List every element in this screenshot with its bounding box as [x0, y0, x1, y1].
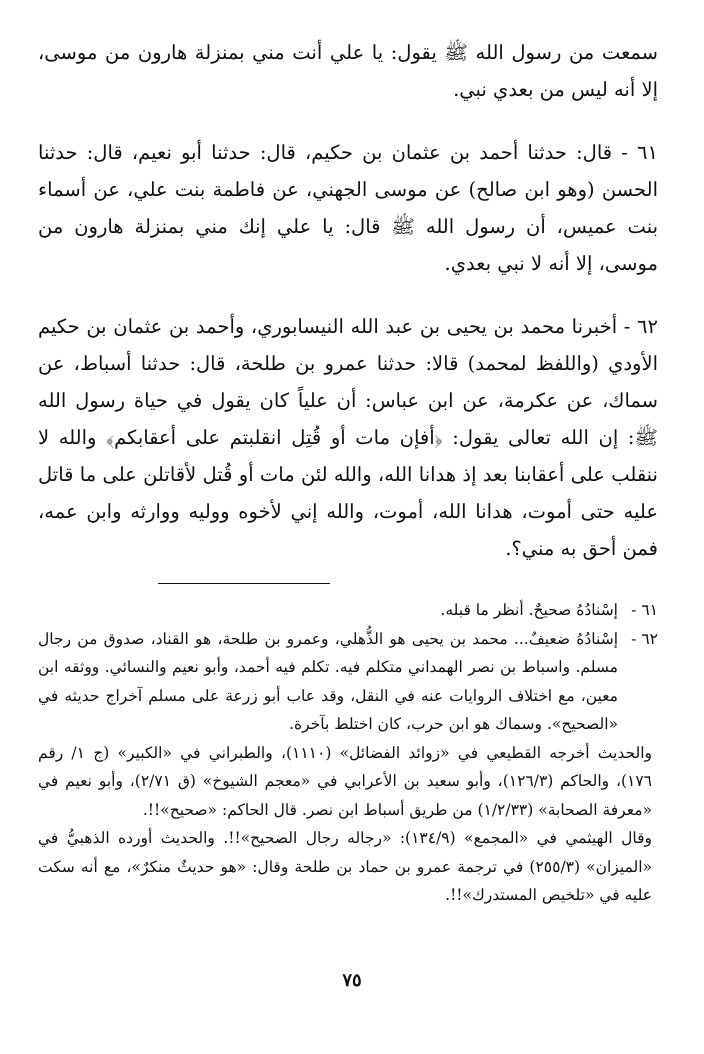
- footnote-divider: [158, 583, 330, 584]
- footnote-continuation-2: وقال الهيثمي في «المجمع» (١٣٤/٩): «رجاله رجال الصحيح»!!. والحديث أورده الذهبيُّ في «الميزان» (٢٥٥/٣) في ترجمة عمرو بن حماد بن طلحة وقال: «هو حديثٌ منكرٌ»، مع أنه سكت عليه في «تلخيص المستدرك»!!.: [38, 829, 653, 904]
- footnote-text: إسْنادُهُ صحيحٌ. أنظر ما قبله.: [440, 601, 618, 619]
- footnote-61: [38, 596, 658, 625]
- footnote-text: إسْنادُهُ ضعيفٌ... محمد بن يحيى هو الذُّهلي، وعمرو بن طلحة، هو القناد، صدوق من رجال مسلم. واسباط بن نصر الهمداني متكلم فيه. تكلم فيه أحمد، وأبو نعيم والنسائي. ووثقه ابن معين، مع اختلاف الروايات عنه في النقل، وقد عاب أبو زرعة على مسلم آخراج حديثه في «الصحيح». وسماك هو ابن حرب، كان اختلط بآخرة.: [38, 629, 618, 733]
- footnote-62: [38, 625, 658, 739]
- footnote-number: ٦١ -: [631, 601, 658, 619]
- main-paragraph-1: سمعت من رسول الله ﷺ يقول: يا علي أنت مني بمنزلة هارون من موسى، إلا أنه ليس من بعدي نبي.: [38, 41, 659, 101]
- footnotes: [38, 596, 658, 910]
- main-paragraph-2: ٦١ - قال: حدثنا أحمد بن عثمان بن حكيم، قال: حدثنا أبو نعيم، قال: حدثنا الحسن (وهو ابن صالح) عن موسى الجهني، عن فاطمة بنت علي، عن أسماء بنت عميس، أن رسول الله ﷺ قال: يا علي إنك مني بمنزلة هارون من موسى، إلا أنه لا نبي بعدي.: [38, 141, 658, 275]
- page-number: ٧٥: [342, 970, 362, 991]
- page-body: [38, 34, 658, 910]
- main-paragraph-3: ٦٢ - أخبرنا محمد بن يحيى بن عبد الله النيسابوري، وأحمد بن عثمان بن حكيم الأودي (واللفظ لمحمد) قالا: حدثنا عمرو بن طلحة، قال: حدثنا أسباط، عن سماك، عن عكرمة، عن ابن عباس: أن علياً كان يقول في حياة رسول الله ﷺ: إن الله تعالى يقول: ﴿أفإن مات أو قُتِل انقلبتم على أعقابكم﴾ والله لا ننقلب على أعقابنا بعد إذ هدانا الله، والله لئن مات أو قُتل لأقاتلن على ما قاتل عليه حتى أموت، هدانا الله، أموت، والله إني لأخوه ووليه ووارثه وابن عمه، فمن أحق به مني؟.: [38, 315, 658, 560]
- footnote-number: ٦٢ -: [631, 629, 658, 648]
- footnote-continuation-1: والحديث أخرجه القطيعي في «زوائد الفضائل» (١١١٠)، والطبراني في «الكبير» (ج ١/ رقم ١٧٦)، والحاكم (١٢٦/٣)، وأبو سعيد بن الأعرابي في «معجم الشيوخ» (ق ٢/٧١)، وأبو نعيم في «معرفة الصحابة» (١/٢/٣٣) من طريق أسباط ابن نصر. قال الحاكم: «صحيح»!!.: [38, 743, 652, 819]
